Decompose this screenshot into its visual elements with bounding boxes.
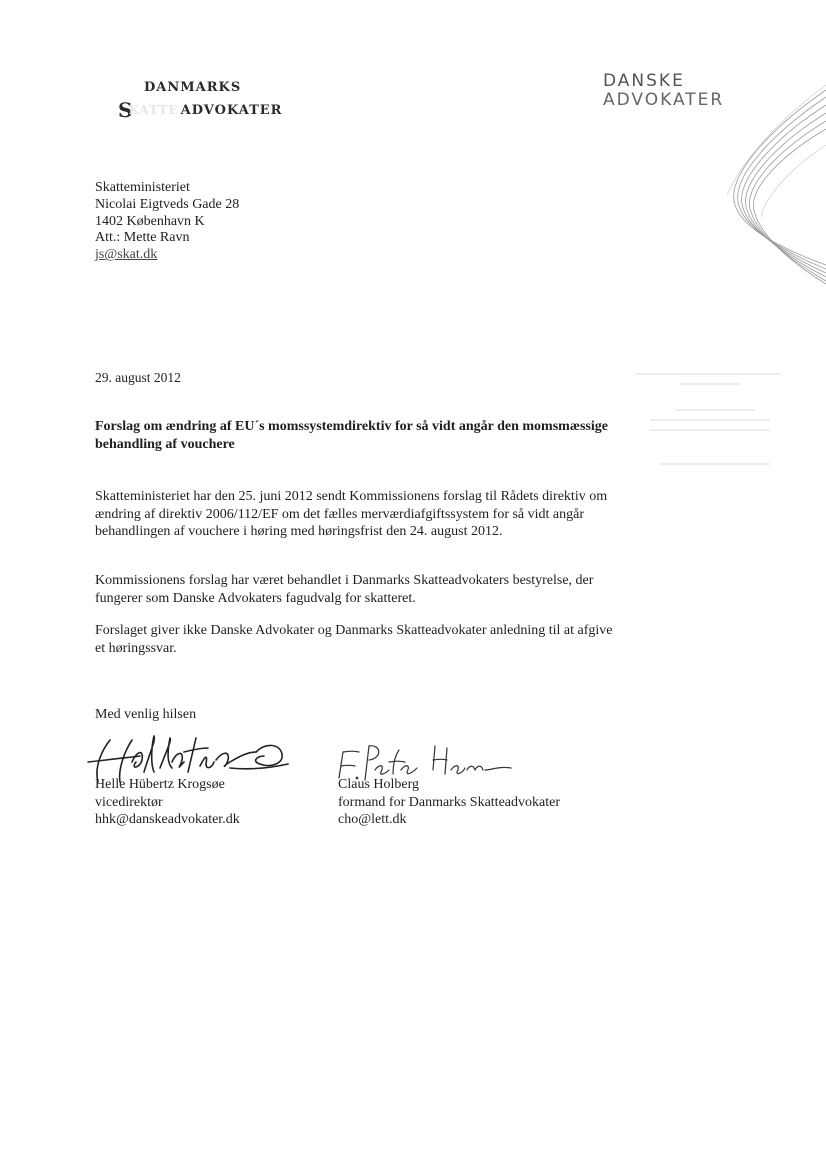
faint-bleedthrough-marks [630, 368, 790, 478]
recipient-att: Att.: Mette Ravn [95, 230, 190, 246]
logo-left-line1: DANMARKS [144, 80, 242, 95]
logo-right-line2: ADVOKATER [603, 90, 725, 110]
logo-left-faded: KATTE [128, 103, 179, 117]
logo-right-line1: DANSKE [603, 71, 685, 91]
logo-left-line2 [118, 98, 283, 122]
body-paragraph: Skatteministeriet har den 25. juni 2012 sendt Kommissionens forslag til Rådets direktiv om ændring af direktiv 2006/112/EF om det fælles merværdiafgiftssystem for så vidt angår behandlingen af vouchere i høring med høringsfrist den 24. august 2012. [95, 489, 608, 539]
signer-name: Claus Holberg [338, 777, 420, 792]
signer-title: vicedirektør [95, 794, 163, 810]
danmarks-skatteadvokater-logo [118, 80, 348, 124]
logo-left-initial: S [118, 98, 133, 122]
logo-left-word2: ADVOKATER [180, 103, 283, 118]
signer-name: Helle Hübertz Krogsøe [95, 777, 225, 792]
signer-title: formand for Danmarks Skatteadvokater [338, 794, 560, 810]
recipient-org: Skatteministeriet [95, 180, 190, 195]
body-paragraph: Kommissionens forslag har været behandlet i Danmarks Skatteadvokaters bestyrelse, der fungerer som Danske Advokaters fagudvalg for skatteret. [95, 573, 594, 606]
swoosh-decoration-icon [715, 85, 826, 285]
recipient-city: 1402 København K [95, 213, 205, 229]
signer-email[interactable]: cho@lett.dk [338, 812, 407, 827]
signer-email[interactable]: hhk@danskeadvokater.dk [95, 812, 240, 827]
recipient-address [95, 180, 239, 264]
letter-subject: Forslag om ændring af EU´s momssystemdirektiv for så vidt angår den momsmæssige behandling af vouchere [95, 419, 608, 452]
body-paragraph: Forslaget giver ikke Danske Advokater og Danmarks Skatteadvokater anledning til at afgive et høringssvar. [95, 623, 613, 656]
recipient-email-link[interactable]: js@skat.dk [95, 247, 158, 263]
recipient-street: Nicolai Eigtveds Gade 28 [95, 196, 240, 212]
closing-greeting: Med venlig hilsen [95, 707, 197, 722]
signer-block-1 [95, 776, 240, 829]
signer-block-2 [338, 776, 560, 829]
letter-date: 29. august 2012 [95, 370, 181, 385]
